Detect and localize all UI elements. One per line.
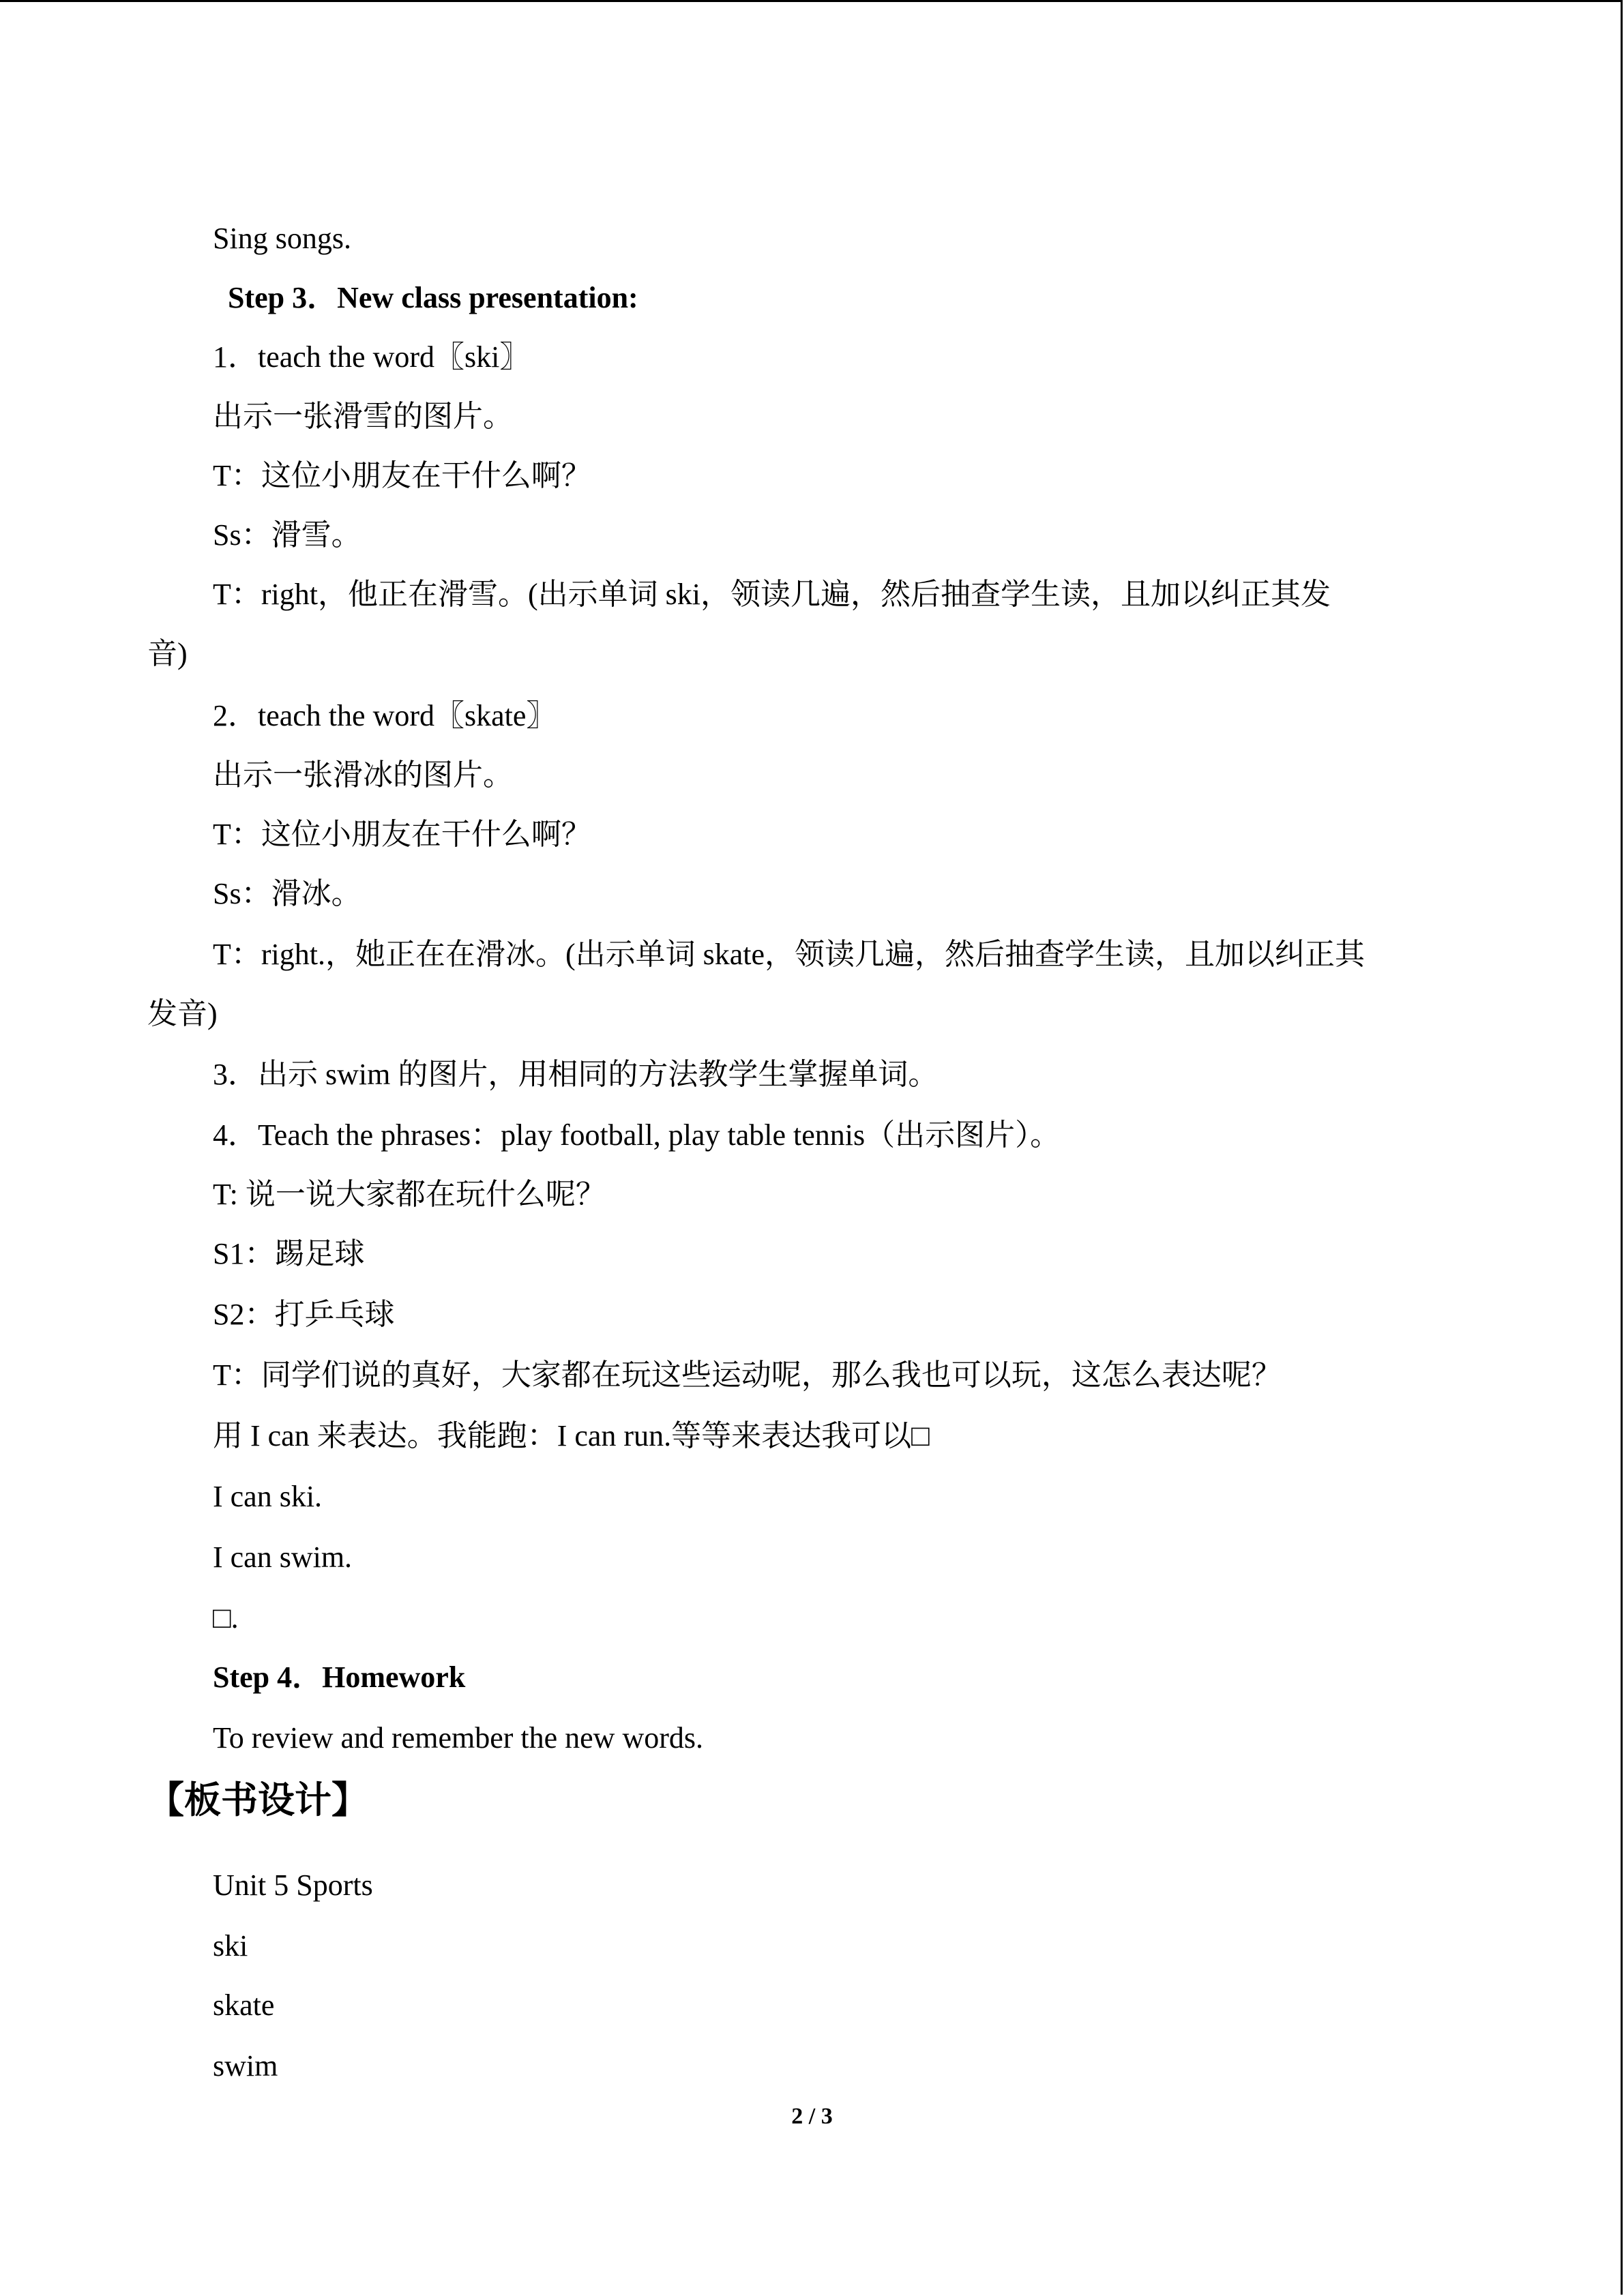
text-line: Sing songs. (213, 222, 351, 255)
text-line: T：right.，她正在在滑冰。(出示单词 skate，领读几遍，然后抽查学生读，且加以纠正其 (213, 938, 1365, 971)
step-3-heading: Step 3．New class presentation: (228, 281, 638, 314)
board-design-heading: 【板书设计】 (147, 1778, 368, 1821)
page-number: 2 / 3 (791, 2104, 833, 2129)
text-line: 3．出示 swim 的图片，用相同的方法教学生掌握单词。 (213, 1058, 939, 1091)
text-line-continued: 发音) (147, 997, 218, 1030)
text-line: To review and remember the new words. (213, 1721, 703, 1755)
text-line: S2：打乒乓球 (213, 1298, 395, 1331)
text-line: I can ski. (213, 1480, 323, 1513)
text-line: T：这位小朋友在干什么啊？ (213, 818, 591, 851)
text-line: T：同学们说的真好，大家都在玩这些运动呢，那么我也可以玩，这怎么表达呢？ (213, 1358, 1282, 1392)
text-line: T: 说一说大家都在玩什么呢？ (213, 1178, 606, 1211)
text-line: 2．teach the word〖skate〗 (213, 699, 557, 732)
text-line: Ss：滑雪。 (213, 518, 361, 552)
board-item: swim (213, 2049, 278, 2083)
text-line: I can swim. (213, 1540, 353, 1574)
board-item: ski (213, 1929, 248, 1963)
text-line-continued: 音) (147, 637, 188, 670)
board-item: Unit 5 Sports (213, 1868, 373, 1902)
text-line: 4．Teach the phrases：play football, play table tennis（出示图片）。 (213, 1118, 1061, 1152)
board-item: skate (213, 1988, 275, 2022)
text-line: 用 I can 来表达。我能跑：I can run.等等来表达我可以□ (213, 1419, 930, 1452)
text-line: S1：踢足球 (213, 1237, 365, 1270)
text-line: Ss：滑冰。 (213, 877, 361, 910)
text-line: 1．teach the word〖ski〗 (213, 340, 530, 374)
text-line: T：right，他正在滑雪。(出示单词 ski，领读几遍，然后抽查学生读，且加以纠正其发 (213, 578, 1331, 611)
text-line: 出示一张滑雪的图片。 (213, 400, 513, 433)
text-line: 出示一张滑冰的图片。 (213, 758, 513, 792)
step-4-heading: Step 4．Homework (213, 1660, 466, 1694)
text-line: T：这位小朋友在干什么啊？ (213, 459, 591, 492)
text-line: □. (213, 1601, 239, 1635)
